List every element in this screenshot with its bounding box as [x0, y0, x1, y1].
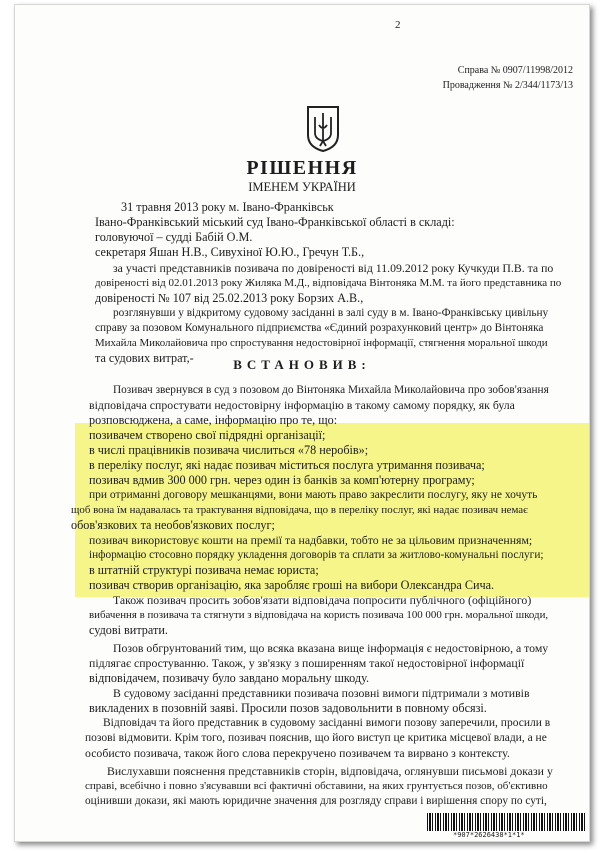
- text-line: головуючої – судді Бабій О.М.: [95, 230, 253, 244]
- highlighted-line: в штатній структурі позивача немає юриста;: [89, 563, 319, 577]
- text-line: та судових витрат,-: [95, 351, 194, 365]
- text-line: відповідача спростувати недостовірну інформацію в такому самому порядку, як була: [89, 398, 515, 412]
- text-line: судові витрати.: [89, 623, 168, 637]
- text-line: оцінивши докази, які мають юридичне значення для розгляду справи і вирішення спору по суті,: [85, 795, 547, 807]
- case-reference: [443, 63, 573, 93]
- text-line: викладених в позовній заяві. Просили позов задовольнити в повному обсязі.: [89, 701, 487, 715]
- highlighted-line: щоб вона їм надавалась та трактування відповідача, що в переліку послуг, які надає позивач немає: [71, 504, 528, 516]
- highlighted-line: позивач вдмив 300 000 грн. через один із банків за комп'ютерну програму;: [89, 473, 475, 487]
- text-line: секретаря Яшан Н.В., Сивухіної Ю.Ю., Гречун Т.Б.,: [95, 245, 365, 259]
- document-subtitle: ІМЕНЕМ УКРАЇНИ: [248, 180, 356, 194]
- text-line: Відповідач та його представник в судовому засіданні вимоги позову заперечили, просили в: [103, 717, 551, 729]
- highlighted-line: в числі працівників позивача числиться «78 неробів»;: [89, 443, 369, 457]
- case-number: Справа № 0907/11998/2012: [457, 65, 573, 76]
- barcode-number: *907*2626438*1*1*: [453, 831, 525, 839]
- text-line: Івано-Франківський міський суд Івано-Франківської області в складі:: [95, 215, 455, 229]
- coat-of-arms-icon: [305, 105, 341, 153]
- text-line: справі, всебічно і повно з'ясувавши всі фактичні обставини, на яких грунтується позов, об'єктивно: [85, 780, 548, 792]
- highlighted-line: обов'язкових та необов'язкових послуг;: [71, 518, 275, 532]
- text-line: за участі представників позивача по довіреності від 11.09.2012 року Кучкуди П.В. та по: [113, 261, 554, 275]
- text-line: відповідачем, позивачу було завдано моральну шкоду.: [89, 671, 370, 685]
- text-line: Позов обгрунтований тим, що всяка вказана вище інформація є недостовірною, а тому: [113, 641, 549, 655]
- text-line: підлягає спростуванню. Також, у зв'язку з поширенням такої недостовірної інформації: [89, 656, 525, 670]
- proceeding-number: Провадження № 2/344/1173/13: [442, 80, 573, 91]
- text-line: розглянувши у відкритому судовому засіданні в залі суду в м. Івано-Франківську цивільну: [113, 307, 549, 319]
- text-line: розповсюджена, а саме, інформацію про те, що:: [89, 413, 338, 427]
- text-line: Позивач звернувся в суд з позовом до Вінтоняка Михайла Миколайовича про зобов'язання: [113, 384, 549, 396]
- document-page: [14, 4, 590, 842]
- section-heading: ВСТАНОВИВ:: [233, 357, 371, 372]
- text-line: вибачення в позивача та стягнути з відповідача на користь позивача 100 000 грн. моральної шкоди,: [89, 609, 549, 621]
- highlighted-line: при отриманні договору мешканцями, вони мають право закреслити послугу, яку не хочуть: [89, 489, 538, 501]
- page-number: 2: [395, 19, 401, 31]
- text-line: позові відмовити. Крім того, позивач пояснив, що його виступ це критика місцевої влади, а не: [85, 732, 547, 744]
- text-line: особисто позивача, також його слова перекручено позивачем та вирвано з контексту.: [85, 746, 510, 760]
- text-line: Також позивач просить зобов'язати відповідача попросити публічного (офіційного): [113, 593, 532, 607]
- highlighted-line: позивач створив організацію, яка заробляє гроші на вибори Олександра Сича.: [89, 578, 495, 592]
- text-line: 31 травня 2013 року м. Івано-Франківськ: [121, 200, 334, 214]
- highlighted-line: інформацію стосовно порядку укладення договорів та сплати за житлово-комунальні послуги;: [89, 549, 544, 561]
- document-title: РІШЕННЯ: [246, 157, 358, 179]
- highlighted-line: позивач використовує кошти на премії та надбавки, тобто не за цільовим призначенням;: [89, 533, 533, 547]
- barcode: [427, 813, 585, 831]
- text-line: В судовому засіданні представники позивача позовні вимоги підтримали з мотивів: [113, 686, 530, 700]
- highlighted-line: позивачем створено свої підрядні організації;: [89, 428, 326, 442]
- text-line: довіреності № 107 від 25.02.2013 року Борзих А.В.,: [95, 291, 364, 305]
- text-line: Михайла Миколайовича про спростування недостовірної інформації, стягнення моральної шкоди: [95, 337, 548, 349]
- highlighted-line: в переліку послуг, які надає позивач міститься послуга утримання позивача;: [89, 458, 485, 472]
- text-line: довіреності від 02.01.2013 року Жиляка М.Д., відповідача Вінтоняка М.М. та його представника по: [95, 277, 562, 289]
- text-line: Вислухавши пояснення представників сторін, відповідача, оглянувши письмові докази у: [107, 764, 553, 778]
- text-line: справу за позовом Комунального підприємства «Єдиний розрахунковий центр» до Вінтоняка: [95, 322, 544, 334]
